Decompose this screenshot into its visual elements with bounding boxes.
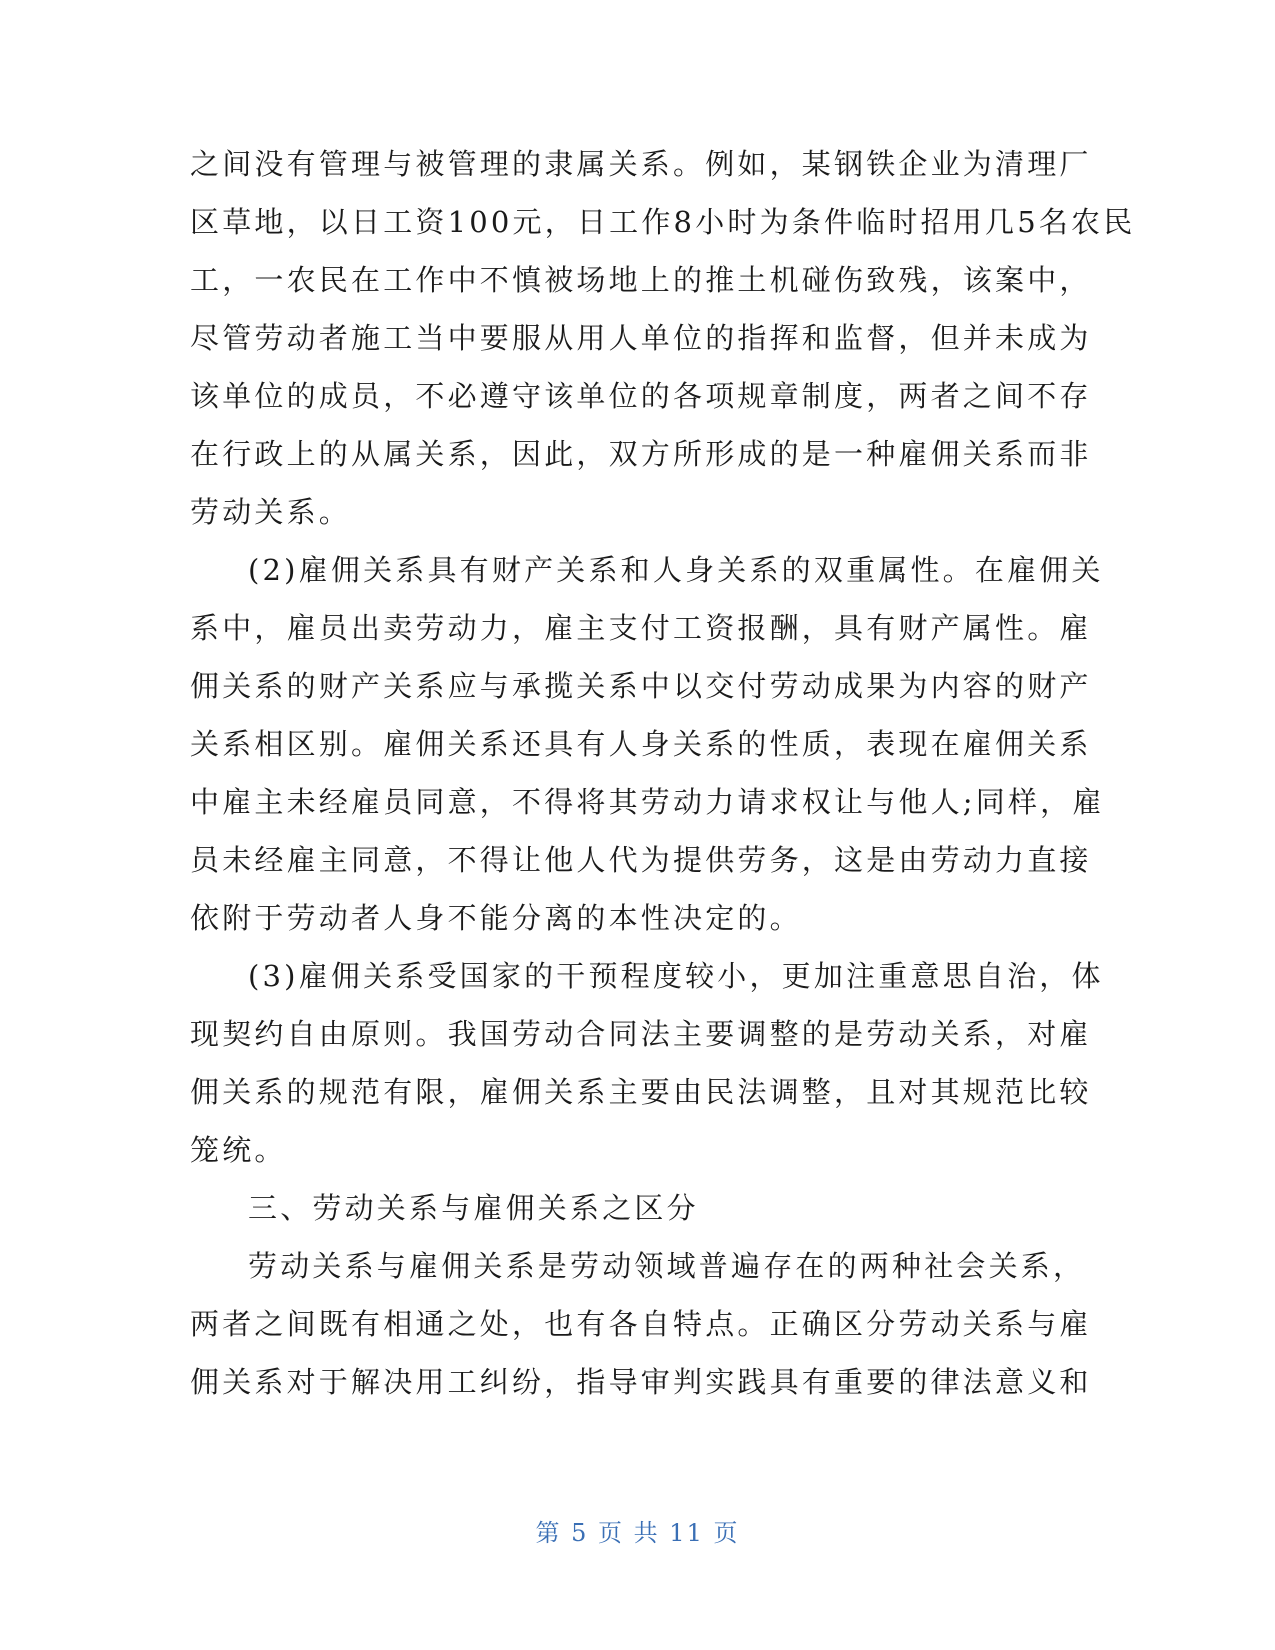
text-line-21: 两者之间既有相通之处，也有各自特点。正确区分劳动关系与雇 [190,1307,1092,1341]
text-line-1: 之间没有管理与被管理的隶属关系。例如，某钢铁企业为清理厂 [190,147,1092,181]
paragraph-2-start: (2)雇佣关系具有财产关系和人身关系的双重属性。在雇佣关 [248,553,1104,587]
text-line-18: 笼统。 [190,1133,287,1167]
text-line-2: 区草地，以日工资100元，日工作8小时为条件临时招用几5名农民 [190,205,1136,239]
text-line-7: 劳动关系。 [190,495,352,529]
text-line-10: 佣关系的财产关系应与承揽关系中以交付劳动成果为内容的财产 [190,669,1092,703]
paragraph-4-start: 劳动关系与雇佣关系是劳动领域普遍存在的两种社会关系， [248,1249,1086,1283]
text-line-17: 佣关系的规范有限，雇佣关系主要由民法调整，且对其规范比较 [190,1075,1092,1109]
text-line-11: 关系相区别。雇佣关系还具有人身关系的性质，表现在雇佣关系 [190,727,1092,761]
text-line-22: 佣关系对于解决用工纠纷，指导审判实践具有重要的律法意义和 [190,1365,1092,1399]
text-line-12: 中雇主未经雇员同意，不得将其劳动力请求权让与他人;同样，雇 [190,785,1105,819]
text-line-16: 现契约自由原则。我国劳动合同法主要调整的是劳动关系，对雇 [190,1017,1092,1051]
text-line-4: 尽管劳动者施工当中要服从用人单位的指挥和监督，但并未成为 [190,321,1092,355]
text-line-9: 系中，雇员出卖劳动力，雇主支付工资报酬，具有财产属性。雇 [190,611,1092,645]
text-line-3: 工，一农民在工作中不慎被场地上的推土机碰伤致残，该案中， [190,263,1092,297]
text-line-14: 依附于劳动者人身不能分离的本性决定的。 [190,901,802,935]
section-heading: 三、劳动关系与雇佣关系之区分 [248,1191,699,1225]
text-line-13: 员未经雇主同意，不得让他人代为提供劳务，这是由劳动力直接 [190,843,1092,877]
text-line-5: 该单位的成员，不必遵守该单位的各项规章制度，两者之间不存 [190,379,1092,413]
page-number-footer: 第 5 页 共 11 页 [535,1519,740,1547]
text-line-6: 在行政上的从属关系，因此，双方所形成的是一种雇佣关系而非 [190,437,1092,471]
paragraph-3-start: (3)雇佣关系受国家的干预程度较小，更加注重意思自治，体 [248,959,1104,993]
